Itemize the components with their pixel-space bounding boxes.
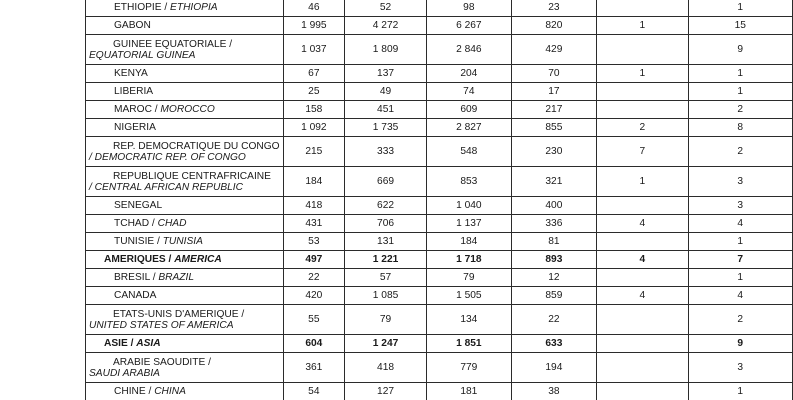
country-name-fr: ASIE /: [104, 338, 137, 349]
country-name-cell: [86, 17, 284, 35]
table-row: [86, 287, 793, 305]
table-row: [86, 167, 793, 197]
country-name-cell: [86, 269, 284, 287]
country-name-cell: [86, 119, 284, 137]
section-row: [86, 251, 793, 269]
value-cell-c1: 54: [283, 383, 344, 400]
value-cell-c4: 81: [511, 233, 596, 251]
country-name-fr: GUINEE EQUATORIALE /: [113, 38, 233, 50]
value-cell-c5: 7: [597, 137, 688, 167]
value-cell-c3: 1 137: [427, 215, 512, 233]
country-name-cell: [86, 383, 284, 400]
country-name-en: BRAZIL: [158, 272, 195, 283]
table-row: [86, 305, 793, 335]
value-cell-c6: 2: [688, 101, 793, 119]
value-cell-c1: 215: [283, 137, 344, 167]
country-name-fr: KENYA: [114, 68, 148, 79]
table-row: [86, 215, 793, 233]
table-row: [86, 137, 793, 167]
value-cell-c1: 1 092: [283, 119, 344, 137]
country-name-fr: LIBERIA: [114, 86, 154, 97]
country-name-fr: GABON: [114, 20, 151, 31]
country-name-en: SAUDI ARABIA: [89, 367, 160, 379]
value-cell-c1: 22: [283, 269, 344, 287]
value-cell-c6: 2: [688, 305, 793, 335]
country-name-cell: [86, 0, 284, 17]
country-name-cell: [86, 197, 284, 215]
value-cell-c2: 418: [345, 353, 427, 383]
country-name-en: MOROCCO: [160, 104, 215, 115]
country-name-fr: MAROC /: [114, 104, 161, 115]
value-cell-c5: [597, 233, 688, 251]
country-name-cell: [86, 353, 284, 383]
country-name-fr: ETATS-UNIS D'AMERIQUE /: [113, 308, 245, 320]
table-row: [86, 383, 793, 400]
value-cell-c3: 79: [427, 269, 512, 287]
country-name-fr: ETHIOPIE /: [114, 2, 171, 13]
value-cell-c1: 158: [283, 101, 344, 119]
value-cell-c3: 548: [427, 137, 512, 167]
value-cell-c4: 855: [511, 119, 596, 137]
value-cell-c4: 12: [511, 269, 596, 287]
value-cell-c1: 67: [283, 65, 344, 83]
value-cell-c5: [597, 335, 688, 353]
country-name-cell: [86, 305, 284, 335]
country-name-fr: NIGERIA: [114, 122, 156, 133]
value-cell-c5: [597, 197, 688, 215]
value-cell-c3: 609: [427, 101, 512, 119]
value-cell-c5: [597, 353, 688, 383]
country-name-fr: SENEGAL: [114, 200, 163, 211]
value-cell-c5: 1: [597, 17, 688, 35]
value-cell-c6: 1: [688, 0, 793, 17]
table-row: [86, 17, 793, 35]
country-name-fr: CANADA: [114, 290, 157, 301]
value-cell-c4: 429: [511, 35, 596, 65]
statistics-table: [85, 0, 793, 400]
value-cell-c6: 3: [688, 167, 793, 197]
country-name-cell: [86, 101, 284, 119]
country-name-en: / DEMOCRATIC REP. OF CONGO: [89, 151, 246, 163]
value-cell-c1: 431: [283, 215, 344, 233]
value-cell-c4: 633: [511, 335, 596, 353]
value-cell-c2: 4 272: [345, 17, 427, 35]
value-cell-c1: 604: [283, 335, 344, 353]
country-name-fr: REPUBLIQUE CENTRAFRICAINE: [113, 170, 271, 182]
table-row: [86, 35, 793, 65]
value-cell-c2: 57: [345, 269, 427, 287]
value-cell-c4: 230: [511, 137, 596, 167]
value-cell-c5: [597, 0, 688, 17]
value-cell-c2: 706: [345, 215, 427, 233]
value-cell-c6: 1: [688, 269, 793, 287]
value-cell-c3: 181: [427, 383, 512, 400]
country-name-en: TUNISIA: [162, 236, 203, 247]
value-cell-c1: 420: [283, 287, 344, 305]
country-name-cell: [86, 215, 284, 233]
value-cell-c1: 361: [283, 353, 344, 383]
value-cell-c2: 1 221: [345, 251, 427, 269]
country-name-cell: [86, 233, 284, 251]
value-cell-c3: 204: [427, 65, 512, 83]
table-row: [86, 101, 793, 119]
country-name-en: CHAD: [157, 218, 187, 229]
value-cell-c6: 4: [688, 287, 793, 305]
country-name-fr: BRESIL /: [114, 272, 159, 283]
value-cell-c6: 1: [688, 83, 793, 101]
value-cell-c2: 1 085: [345, 287, 427, 305]
value-cell-c1: 1 037: [283, 35, 344, 65]
value-cell-c4: 17: [511, 83, 596, 101]
value-cell-c4: 400: [511, 197, 596, 215]
value-cell-c1: 46: [283, 0, 344, 17]
value-cell-c5: 1: [597, 167, 688, 197]
value-cell-c3: 134: [427, 305, 512, 335]
value-cell-c1: 53: [283, 233, 344, 251]
value-cell-c4: 859: [511, 287, 596, 305]
value-cell-c4: 38: [511, 383, 596, 400]
value-cell-c4: 321: [511, 167, 596, 197]
value-cell-c6: 8: [688, 119, 793, 137]
table-row: [86, 83, 793, 101]
value-cell-c4: 23: [511, 0, 596, 17]
value-cell-c5: [597, 83, 688, 101]
value-cell-c4: 194: [511, 353, 596, 383]
value-cell-c3: 1 040: [427, 197, 512, 215]
value-cell-c3: 184: [427, 233, 512, 251]
value-cell-c5: 2: [597, 119, 688, 137]
value-cell-c5: [597, 101, 688, 119]
value-cell-c6: 2: [688, 137, 793, 167]
value-cell-c5: 4: [597, 251, 688, 269]
value-cell-c5: 4: [597, 287, 688, 305]
value-cell-c1: 1 995: [283, 17, 344, 35]
value-cell-c1: 184: [283, 167, 344, 197]
value-cell-c5: [597, 35, 688, 65]
value-cell-c2: 451: [345, 101, 427, 119]
value-cell-c4: 893: [511, 251, 596, 269]
country-name-fr: AMERIQUES /: [104, 254, 175, 265]
table-row: [86, 269, 793, 287]
value-cell-c2: 52: [345, 0, 427, 17]
value-cell-c5: [597, 269, 688, 287]
country-name-en: / CENTRAL AFRICAN REPUBLIC: [89, 181, 243, 193]
country-name-cell: [86, 287, 284, 305]
country-name-fr: ARABIE SAOUDITE /: [113, 356, 211, 368]
value-cell-c4: 336: [511, 215, 596, 233]
value-cell-c5: [597, 305, 688, 335]
value-cell-c6: 3: [688, 353, 793, 383]
value-cell-c3: 98: [427, 0, 512, 17]
value-cell-c6: 1: [688, 233, 793, 251]
value-cell-c2: 137: [345, 65, 427, 83]
country-name-cell: [86, 335, 284, 353]
country-name-fr: CHINE /: [114, 386, 155, 397]
value-cell-c6: 1: [688, 65, 793, 83]
value-cell-c4: 70: [511, 65, 596, 83]
value-cell-c6: 9: [688, 35, 793, 65]
country-name-cell: [86, 251, 284, 269]
value-cell-c3: 1 718: [427, 251, 512, 269]
value-cell-c3: 2 827: [427, 119, 512, 137]
country-name-en: ASIA: [136, 338, 161, 349]
value-cell-c2: 131: [345, 233, 427, 251]
table-row: [86, 197, 793, 215]
country-name-en: ETHIOPIA: [170, 2, 218, 13]
value-cell-c4: 22: [511, 305, 596, 335]
country-name-fr: TCHAD /: [114, 218, 158, 229]
value-cell-c1: 418: [283, 197, 344, 215]
value-cell-c2: 669: [345, 167, 427, 197]
country-name-en: AMERICA: [174, 254, 222, 265]
country-name-en: UNITED STATES OF AMERICA: [89, 319, 234, 331]
table-body: [86, 0, 793, 400]
value-cell-c1: 25: [283, 83, 344, 101]
section-row: [86, 335, 793, 353]
table-row: [86, 0, 793, 17]
value-cell-c2: 333: [345, 137, 427, 167]
value-cell-c3: 6 267: [427, 17, 512, 35]
value-cell-c3: 1 851: [427, 335, 512, 353]
value-cell-c2: 622: [345, 197, 427, 215]
value-cell-c6: 9: [688, 335, 793, 353]
country-name-fr: REP. DEMOCRATIQUE DU CONGO: [113, 140, 280, 152]
value-cell-c3: 2 846: [427, 35, 512, 65]
country-name-cell: [86, 137, 284, 167]
value-cell-c4: 820: [511, 17, 596, 35]
value-cell-c3: 74: [427, 83, 512, 101]
country-name-cell: [86, 167, 284, 197]
value-cell-c6: 4: [688, 215, 793, 233]
value-cell-c2: 79: [345, 305, 427, 335]
country-name-fr: TUNISIE /: [114, 236, 163, 247]
value-cell-c2: 49: [345, 83, 427, 101]
value-cell-c5: [597, 383, 688, 400]
country-name-en: EQUATORIAL GUINEA: [89, 49, 196, 61]
country-name-en: CHINA: [154, 386, 186, 397]
value-cell-c6: 7: [688, 251, 793, 269]
value-cell-c1: 55: [283, 305, 344, 335]
value-cell-c5: 1: [597, 65, 688, 83]
country-name-cell: [86, 65, 284, 83]
table-row: [86, 353, 793, 383]
table-row: [86, 65, 793, 83]
value-cell-c6: 15: [688, 17, 793, 35]
country-name-cell: [86, 83, 284, 101]
table-row: [86, 233, 793, 251]
value-cell-c3: 1 505: [427, 287, 512, 305]
value-cell-c6: 1: [688, 383, 793, 400]
value-cell-c2: 1 247: [345, 335, 427, 353]
value-cell-c2: 1 809: [345, 35, 427, 65]
value-cell-c1: 497: [283, 251, 344, 269]
value-cell-c2: 1 735: [345, 119, 427, 137]
value-cell-c5: 4: [597, 215, 688, 233]
value-cell-c3: 779: [427, 353, 512, 383]
value-cell-c4: 217: [511, 101, 596, 119]
value-cell-c6: 3: [688, 197, 793, 215]
country-name-cell: [86, 35, 284, 65]
table-row: [86, 119, 793, 137]
value-cell-c2: 127: [345, 383, 427, 400]
value-cell-c3: 853: [427, 167, 512, 197]
